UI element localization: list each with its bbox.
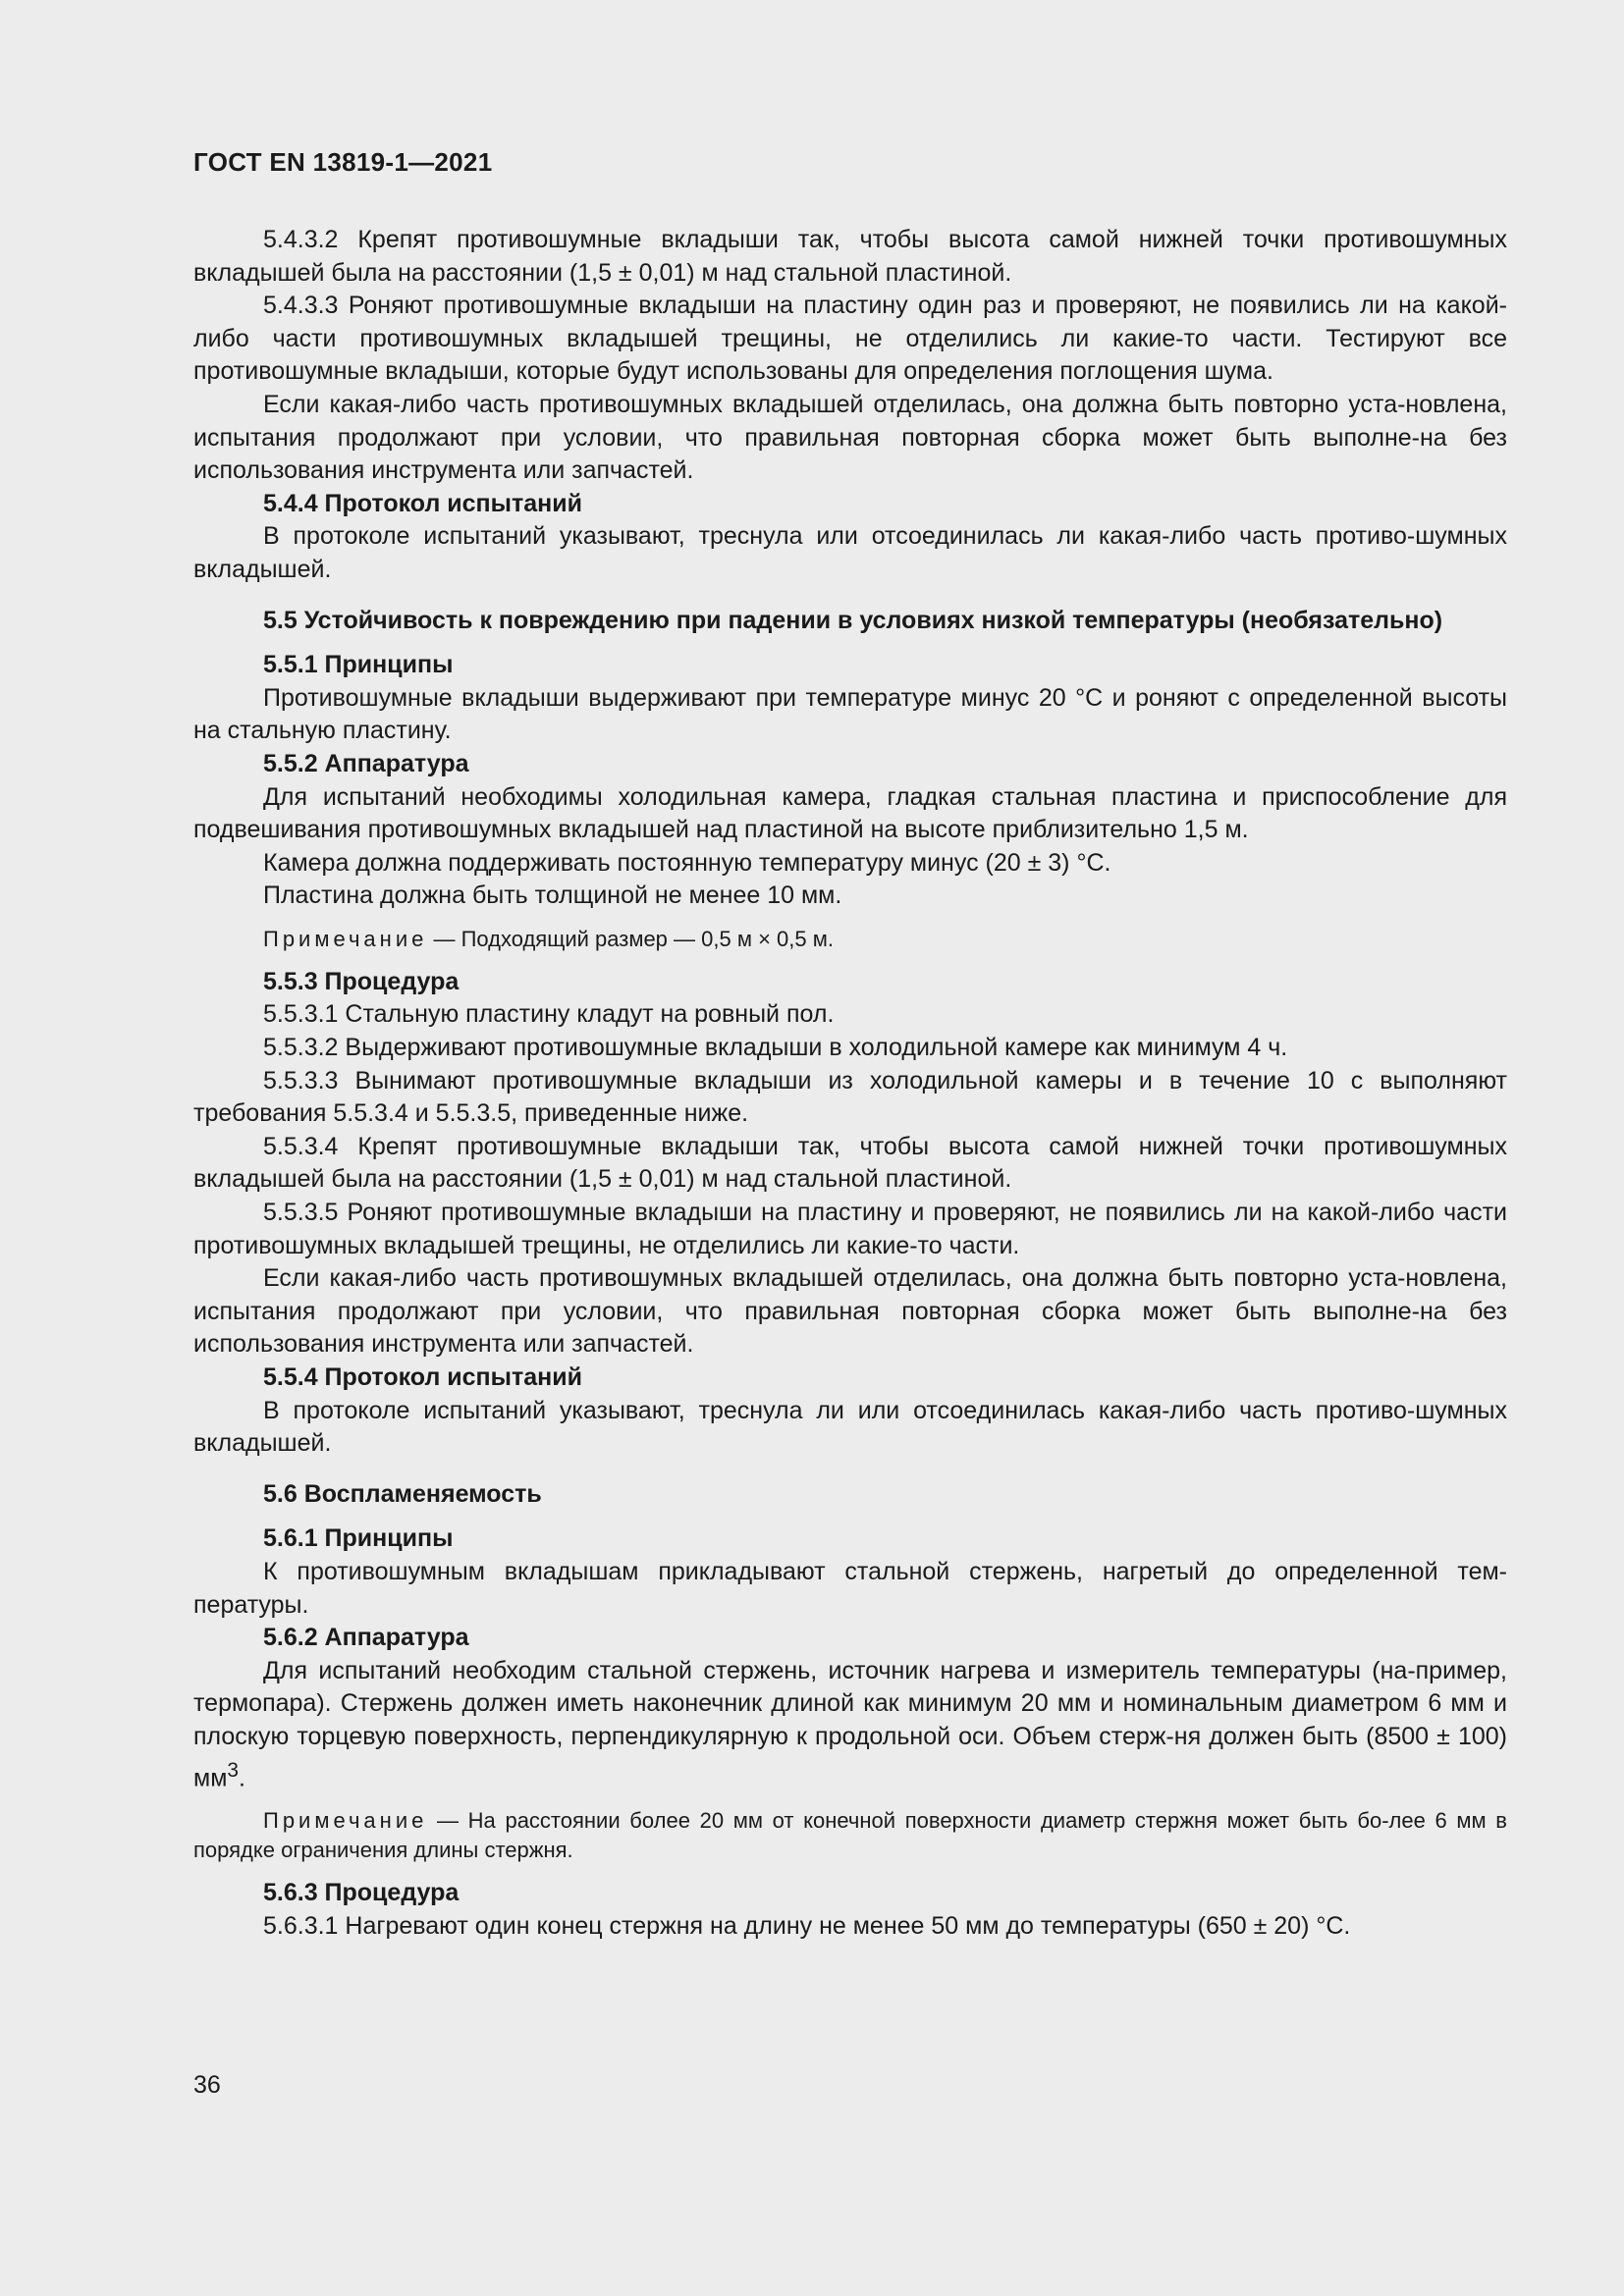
paragraph-5-4-3-2: 5.4.3.2 Крепят противошумные вкладыши так, чтобы высота самой нижней точки противошумных вкладышей была на расстоянии (1,5 ± 0,01) м над стальной пластиной. [193,226,1507,287]
note-plate-size [193,925,1507,954]
paragraph-principles: Противошумные вкладыши выдерживают при температуре минус 20 °С и роняют с определенной высоты на стальную пластину. [193,683,1507,745]
note-rod-diameter [193,1806,1507,1865]
note-text: — Подходящий размер — 0,5 м × 0,5 м. [427,926,834,951]
paragraph-plate: Пластина должна быть толщиной не менее 10 мм. [263,881,842,910]
paragraph-reassembly: Если какая-либо часть противошумных вкладышей отделилась, она должна быть повторно уста-новлена, испытания продолжают при условии, что правильная повторная сборка может быть выполне-на без использования инструмента или запчастей. [193,390,1507,485]
rod-text: Для испытаний необходим стальной стержень, источник нагрева и измеритель температуры (на-пример, термопара). Стержень должен иметь наконечник длиной как минимум 20 мм и номинальным диаметром 6 мм и плоскую торцевую поверхность, перпендикулярную к продольной оси. Объем стерж-ня должен быть (8500 ± 100) мм [193,1656,1507,1791]
paragraph-5-5-3-4: 5.5.3.4 Крепят противошумные вкладыши так, чтобы высота самой нижней точки противошумных вкладышей была на расстоянии (1,5 ± 0,01) м над стальной пластиной. [193,1132,1507,1194]
paragraph-flammability-principles: К противошумным вкладышам прикладывают стальной стержень, нагретый до определенной тем-пературы. [193,1557,1507,1619]
paragraph-report-2: В протоколе испытаний указывают, треснула ли или отсоединилась какая-либо часть противо-шумных вкладышей. [193,1396,1507,1458]
heading-5-5: 5.5 Устойчивость к повреждению при падении в условиях низкой температуры (необязательно) [263,606,1443,634]
paragraph-5-6-3-1: 5.6.3.1 Нагревают один конец стержня на длину не менее 50 мм до температуры (650 ± 20) °С. [263,1912,1351,1941]
heading-5-5-1: 5.5.1 Принципы [263,651,454,679]
paragraph-rod-apparatus [193,1655,1507,1795]
note-label: Примечание [263,1808,428,1834]
paragraph-5-5-3-5: 5.5.3.5 Роняют противошумные вкладыши на пластину и проверяют, не появились ли на какой-либо части противошумных вкладышей трещины, не отделились ли какие-то части. [193,1199,1507,1259]
paragraph-5-5-3-2: 5.5.3.2 Выдерживают противошумные вкладыши в холодильной камере как минимум 4 ч. [263,1034,1288,1062]
paragraph-5-5-3-3: 5.5.3.3 Вынимают противошумные вкладыши из холодильной камеры и в течение 10 с выполняют требования 5.5.3.4 и 5.5.3.5, приведенные ниже. [193,1066,1507,1128]
page-number: 36 [193,2071,221,2099]
note-label: Примечание [263,926,428,951]
rod-text-end: . [238,1763,245,1791]
cubic-superscript: 3 [227,1758,239,1782]
heading-5-4-4: 5.4.4 Протокол испытаний [263,489,582,517]
heading-5-6: 5.6 Воспламеняемость [263,1479,542,1508]
paragraph-report: В протоколе испытаний указывают, треснула или отсоединилась ли какая-либо часть противо-шумных вкладышей. [193,522,1507,583]
heading-5-6-3: 5.6.3 Процедура [263,1879,460,1907]
heading-5-5-2: 5.5.2 Аппаратура [263,749,469,777]
heading-5-5-3: 5.5.3 Процедура [263,967,460,995]
document-body [193,224,1507,1944]
document-header: ГОСТ EN 13819-1—2021 [193,147,493,177]
paragraph-5-5-3-1: 5.5.3.1 Стальную пластину кладут на ровный пол. [263,1000,835,1029]
note-text: — На расстоянии более 20 мм от конечной поверхности диаметр стержня может быть бо-лее 6 мм в порядке ограничения длины стержня. [193,1808,1507,1863]
paragraph-chamber: Камера должна поддерживать постоянную температуру минус (20 ± 3) °С. [263,848,1111,877]
heading-5-6-1: 5.6.1 Принципы [263,1524,454,1553]
heading-5-6-2: 5.6.2 Аппаратура [263,1624,469,1652]
paragraph-apparatus: Для испытаний необходимы холодильная камера, гладкая стальная пластина и приспособление для подвешивания противошумных вкладышей над пластиной на высоте приблизительно 1,5 м. [193,782,1507,844]
paragraph-reassembly-2: Если какая-либо часть противошумных вкладышей отделилась, она должна быть повторно уста-новлена, испытания продолжают при условии, что правильная повторная сборка может быть выполне-на без использования инструмента или запчастей. [193,1264,1507,1359]
heading-5-5-4: 5.5.4 Протокол испытаний [263,1363,582,1391]
paragraph-5-4-3-3: 5.4.3.3 Роняют противошумные вкладыши на пластину один раз и проверяют, не появились ли на какой-либо части противошумных вкладышей трещины, не отделились ли какие-то части. Тестируют все противошумные вкладыши, которые будут использованы для определения поглощения шума. [193,292,1507,386]
